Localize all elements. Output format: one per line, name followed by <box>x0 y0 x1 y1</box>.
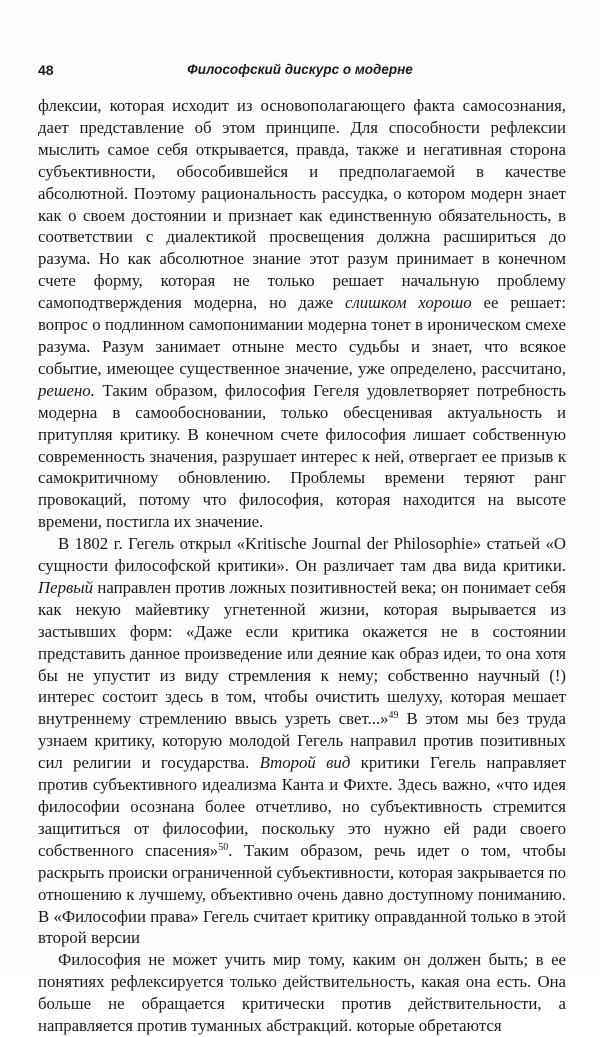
text-run: критики Гегель направляет против субъективного идеализма Канта и Фихте. Здесь важно, «что идея философии осознана более отчетливо, но субъективность стремится защититься от философии, поскольку это нужно ей ради своего собственного спасения» <box>38 753 566 860</box>
text-run: Философия не может учить мир тому, каким он должен быть; в ее понятиях рефлексируется только действительность, какая она есть. Она больше не обращается критически против действительности, а направляется против туманных абстракций. которые обретаются <box>38 950 566 1036</box>
text-run: Таким образом, философия Гегеля удовлетворяет потребность модерна в самообосновании, только обесценивая актуальность и притупляя критику. В конечном счете философия лишает собственную современность значения, разрушает интерес к ней, отвергает ее призыв к самокритичному обновлению. Проблемы времени теряют ранг провокаций, потому что философия, которая находится на высоте времени, постигла их значение. <box>38 380 566 532</box>
running-title: Философский дискурс о модерне <box>187 62 413 77</box>
text-run: направлен против ложных позитивностей века; он понимает себя как некую майевтику угнетенной жизни, которая вырывается из застывших форм: «Даже если критика окажется не в состоянии представить данное произведение или деяние как образ идеи, то она хотя бы не упустит из виду стремления к нему; собственно научный (!) интерес состоит здесь в том, чтобы очистить шелуху, которая мешает внутреннему стремлению ввысь узреть свет...» <box>38 577 566 729</box>
page-number: 48 <box>38 62 54 78</box>
footnote-ref: 50 <box>218 841 229 853</box>
text-run: флексии, которая исходит из основополагающего факта самосознания, дает представление об этом принципе. Для способности рефлексии мыслить самое себя открывается, правда, также и негативная сторона субъективности, обособившейся и предполагаемой в качестве абсолютной. Поэтому рациональность рассудка, о котором модерн знает как о своем достоянии и признает как единственную обязательность, в соответствии с диалектикой просвещения должна расшириться до разума. Но как абсолютное знание этот разум принимает в конечном счете форму, которая не только решает начальную проблему самоподтверждения модерна, но даже <box>38 96 566 313</box>
text-run: В этом мы без труда узнаем критику, которую молодой Гегель направил против позитивных сил религии и государства. <box>38 709 566 773</box>
emphasis: Второй вид <box>259 753 351 773</box>
emphasis: Первый <box>38 577 93 597</box>
emphasis: решено. <box>38 380 95 400</box>
paragraph-1 <box>38 95 566 533</box>
paragraph-3 <box>38 949 566 1037</box>
text-run: В 1802 г. Гегель открыл «Kritische Journal der Philosophie» статьей «О сущности философской критики». Он различает там два вида критики. <box>38 534 566 576</box>
body-text <box>38 95 566 1037</box>
footnote-ref: 49 <box>388 710 399 722</box>
emphasis: слишком хорошо <box>345 293 472 313</box>
text-run: ее решает: вопрос о подлинном самопонимании модерна тонет в ироническом смехе разума. Разум занимает отныне место судьбы и знает, что всякое событие, имеющее существенное значение, уже определено, рассчитано, <box>38 293 566 378</box>
text-run: . Таким образом, речь идет о том, чтобы раскрыть происки ограниченной субъективности, которая закрывается по отношению к лучшему, объективно очень давно доступному пониманию. В «Философии права» Гегель считает критику оправданной только в этой второй версии <box>38 840 566 948</box>
paragraph-2 <box>38 533 566 949</box>
running-head <box>38 62 562 82</box>
